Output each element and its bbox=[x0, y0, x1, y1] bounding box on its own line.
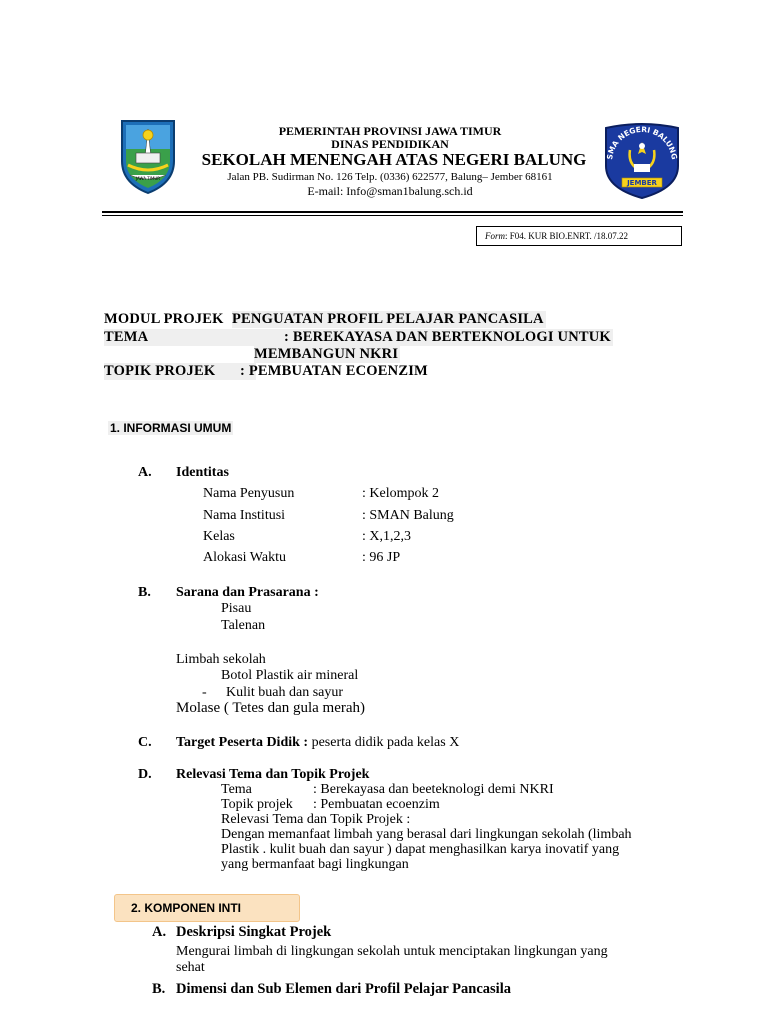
dept-line: DINAS PENDIDIKAN bbox=[331, 137, 449, 151]
topik-label: TOPIK PROJEK bbox=[104, 363, 256, 380]
identitas-value: : SMAN Balung bbox=[362, 508, 454, 523]
tema-value-line2: MEMBANGUN NKRI bbox=[254, 346, 399, 362]
identitas-title: Identitas bbox=[176, 465, 229, 480]
dimensi-letter: B. bbox=[152, 981, 166, 997]
section1-heading: 1. INFORMASI UMUM bbox=[110, 421, 232, 435]
dimensi-title: Dimensi dan Sub Elemen dari Profil Pelajar Pancasila bbox=[176, 981, 511, 997]
letterhead-rule-thin bbox=[102, 215, 683, 216]
relevasi-paragraph-line: Dengan memanfaat limbah yang berasal dari lingkungan sekolah (limbah bbox=[221, 827, 632, 842]
form-code: : F04. KUR BIO.ENRT. /18.07.22 bbox=[505, 231, 629, 241]
identitas-value: : X,1,2,3 bbox=[362, 529, 411, 544]
svg-text:JAWA TIMUR: JAWA TIMUR bbox=[135, 176, 161, 181]
relevasi-title: Relevasi Tema dan Topik Projek bbox=[176, 767, 370, 782]
form-label: Form bbox=[485, 231, 505, 241]
target-title: Target Peserta Didik : bbox=[176, 735, 309, 750]
svg-text:JEMBER: JEMBER bbox=[627, 179, 657, 187]
target-value: peserta didik pada kelas X bbox=[308, 735, 460, 750]
dash-marker: - bbox=[202, 685, 207, 700]
deskripsi-paragraph-line: sehat bbox=[176, 960, 205, 975]
identitas-value: : Kelompok 2 bbox=[362, 486, 439, 501]
letterhead-rule-thick bbox=[102, 211, 683, 213]
east-java-crest-logo bbox=[118, 117, 178, 195]
modul-value: PENGUATAN PROFIL PELAJAR PANCASILA bbox=[232, 311, 544, 327]
identitas-value: : 96 JP bbox=[362, 550, 401, 565]
form-code-box bbox=[476, 226, 682, 246]
sman-balung-logo bbox=[600, 122, 684, 200]
relevasi-paragraph-line: yang bermanfaat bagi lingkungan bbox=[221, 857, 409, 872]
topik-value: : PEMBUATAN ECOENZIM bbox=[240, 363, 428, 379]
school-email: E-mail: Info@sman1balung.sch.id bbox=[307, 184, 473, 198]
molase-line: Molase ( Tetes dan gula merah) bbox=[176, 700, 366, 716]
govt-line: PEMERINTAH PROVINSI JAWA TIMUR bbox=[278, 124, 502, 138]
target-line bbox=[176, 735, 459, 751]
sarana-letter: B. bbox=[138, 585, 151, 600]
section2-heading: 2. KOMPONEN INTI bbox=[114, 894, 300, 922]
identitas-label: Alokasi Waktu bbox=[203, 550, 286, 565]
relevasi-paragraph-line: Plastik . kulit buah dan sayur ) dapat menghasilkan karya inovatif yang bbox=[221, 842, 620, 857]
sarana-item: Talenan bbox=[221, 618, 266, 633]
deskripsi-title: Deskripsi Singkat Projek bbox=[176, 924, 332, 940]
tema-value-line1: : BEREKAYASA DAN BERTEKNOLOGI UNTUK bbox=[284, 329, 611, 345]
sarana-title: Sarana dan Prasarana : bbox=[176, 585, 319, 600]
limbah-title: Limbah sekolah bbox=[176, 652, 266, 667]
relevasi-letter: D. bbox=[138, 767, 152, 782]
relevasi-tema-value: : Berekayasa dan beeteknologi demi NKRI bbox=[313, 782, 554, 797]
deskripsi-letter: A. bbox=[152, 924, 167, 940]
school-name: SEKOLAH MENENGAH ATAS NEGERI BALUNG bbox=[201, 150, 587, 169]
svg-text:SMA NEGERI BALUNG: SMA NEGERI BALUNG bbox=[605, 124, 679, 161]
relevasi-tema-label: Tema bbox=[221, 782, 252, 797]
identitas-label: Kelas bbox=[203, 529, 235, 544]
school-address: Jalan PB. Sudirman No. 126 Telp. (0336) 622577, Balung– Jember 68161 bbox=[227, 171, 553, 183]
modul-label: MODUL PROJEK bbox=[104, 311, 224, 327]
sarana-item: Pisau bbox=[221, 601, 252, 616]
identitas-letter: A. bbox=[138, 465, 152, 480]
limbah-item: Botol Plastik air mineral bbox=[221, 668, 359, 683]
deskripsi-paragraph-line: Mengurai limbah di lingkungan sekolah untuk menciptakan lingkungan yang bbox=[176, 944, 608, 959]
identitas-label: Nama Institusi bbox=[203, 508, 286, 523]
limbah-item: Kulit buah dan sayur bbox=[226, 685, 344, 700]
relevasi-label: Relevasi Tema dan Topik Projek : bbox=[221, 812, 411, 827]
identitas-label: Nama Penyusun bbox=[203, 486, 295, 501]
target-letter: C. bbox=[138, 735, 152, 750]
tema-label: TEMA bbox=[104, 329, 284, 346]
relevasi-topik-label: Topik projek bbox=[221, 797, 293, 812]
relevasi-topik-value: : Pembuatan ecoenzim bbox=[313, 797, 440, 812]
